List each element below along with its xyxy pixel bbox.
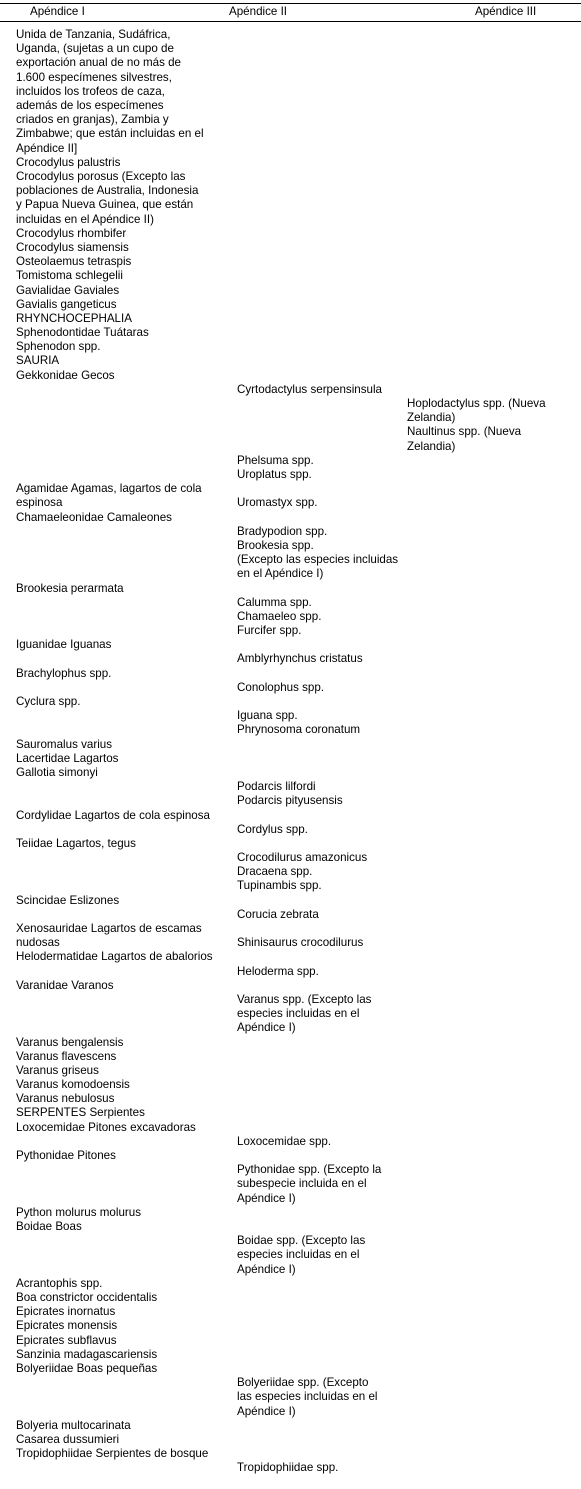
header-rule	[0, 21, 581, 22]
entry-line: Gavialidae Gaviales	[16, 283, 120, 297]
appendix-1-entry	[16, 809, 228, 823]
entry-line: Cyrtodactylus serpensinsula	[237, 382, 382, 396]
appendix-1-entry	[16, 1319, 228, 1333]
table-row	[0, 894, 581, 908]
table-row	[0, 284, 581, 298]
entry-line: exportación anual de no más de	[16, 56, 182, 70]
appendix-2-entry	[237, 794, 415, 808]
appendix-2-entry	[237, 823, 415, 837]
table-row	[0, 312, 581, 326]
appendix-1-entry	[16, 326, 228, 340]
entry-line: además de los especímenes	[16, 99, 164, 113]
entry-line: Conolophus spp.	[237, 680, 325, 694]
table-row	[0, 652, 581, 666]
entry-line: Teiidae Lagartos, tegus	[16, 836, 136, 850]
appendix-1-entry	[16, 979, 228, 993]
table-row	[0, 582, 581, 596]
appendix-1-entry	[16, 511, 228, 525]
appendix-2-entry	[237, 496, 415, 510]
entry-line: Brookesia spp.	[237, 538, 314, 552]
appendix-1-entry	[16, 298, 228, 312]
appendix-1-entry	[16, 1433, 228, 1447]
table-row	[0, 1050, 581, 1064]
entry-line: Boa constrictor occidentalis	[16, 1290, 158, 1304]
table-row	[0, 950, 581, 964]
entry-line: Varanus flavescens	[16, 1049, 117, 1063]
entry-line: Gavialis gangeticus	[16, 297, 117, 311]
header-appendix-iii: Apéndice III	[475, 5, 537, 18]
entry-line: Loxocemidae spp.	[237, 1134, 332, 1148]
table-row	[0, 496, 581, 510]
appendix-1-entry	[16, 1149, 228, 1163]
table-row	[0, 383, 581, 397]
table-row	[0, 780, 581, 794]
entry-line: en el Apéndice I)	[237, 567, 324, 581]
appendix-3-entry	[407, 397, 572, 425]
appendix-1-entry	[16, 894, 228, 908]
table-row	[0, 1277, 581, 1291]
table-row	[0, 1234, 581, 1277]
entry-line: Unida de Tanzania, Sudáfrica,	[16, 28, 171, 41]
entry-line: Lacertidae Lagartos	[16, 751, 119, 765]
appendix-1-entry	[16, 837, 228, 851]
entry-line: 1.600 especímenes silvestres,	[16, 70, 172, 84]
entry-line: Zimbabwe; que están incluidas en el	[16, 127, 204, 141]
table-row	[0, 851, 581, 865]
appendix-1-entry	[16, 1036, 228, 1050]
table-row	[0, 610, 581, 624]
table-row	[0, 908, 581, 922]
appendix-1-entry	[16, 1106, 228, 1120]
appendix-2-entry	[237, 936, 415, 950]
entry-line: Boidae Boas	[16, 1220, 82, 1234]
appendix-1-entry	[16, 284, 228, 298]
entry-line: Acrantophis spp.	[16, 1276, 103, 1290]
entry-line: Shinisaurus crocodilurus	[237, 936, 364, 950]
table-row	[0, 865, 581, 879]
table-row	[0, 1319, 581, 1333]
table-row	[0, 1348, 581, 1362]
entry-line: Apéndice II]	[16, 141, 78, 155]
entry-line: incluidas en el Apéndice II)	[16, 212, 154, 226]
table-row	[0, 255, 581, 269]
appendix-1-entry	[16, 950, 228, 964]
entry-line: Bolyeriidae Boas pequeñas	[16, 1361, 158, 1375]
entry-line: especies incluidas en el	[237, 1248, 360, 1262]
appendix-1-entry	[16, 1277, 228, 1291]
table-row	[0, 553, 581, 581]
table-row	[0, 227, 581, 241]
appendix-1-entry	[16, 1291, 228, 1305]
table-row	[0, 809, 581, 823]
entry-line: Agamidae Agamas, lagartos de cola espinosa	[16, 482, 202, 510]
table-row	[0, 794, 581, 808]
table-row	[0, 28, 581, 156]
entry-line: Chamaeleo spp.	[237, 609, 322, 623]
table-row	[0, 326, 581, 340]
entry-line: Podarcis pityusensis	[237, 794, 343, 808]
entry-line: SAURIA	[16, 354, 60, 368]
appendix-2-entry	[237, 1461, 415, 1475]
entry-line: Osteolaemus tetraspis	[16, 255, 132, 269]
appendix-2-entry	[237, 851, 415, 865]
entry-line: Apéndice I)	[237, 1021, 296, 1035]
entry-line: Heloderma spp.	[237, 964, 319, 978]
appendix-2-entry	[237, 1135, 415, 1149]
entry-line: Uromastyx spp.	[237, 496, 318, 510]
appendix-1-entry	[16, 241, 228, 255]
appendix-2-entry	[237, 1376, 415, 1419]
appendix-1-entry	[16, 667, 228, 681]
entry-line: Casarea dussumieri	[16, 1432, 120, 1446]
appendix-1-entry	[16, 1206, 228, 1220]
entry-line: Varanus nebulosus	[16, 1092, 115, 1106]
table-row	[0, 936, 581, 950]
entry-line: Tropidophiidae spp.	[237, 1461, 339, 1475]
table-row	[0, 879, 581, 893]
table-row	[0, 1206, 581, 1220]
entry-line: Pythonidae Pitones	[16, 1149, 116, 1163]
entry-line: Helodermatidae Lagartos de abalorios	[16, 950, 213, 964]
entry-line: Varanus griseus	[16, 1063, 99, 1077]
table-row	[0, 624, 581, 638]
entry-line: SERPENTES Serpientes	[16, 1106, 145, 1120]
entry-line: subespecie incluida en el	[237, 1177, 367, 1191]
table-row	[0, 979, 581, 993]
appendix-1-entry	[16, 1064, 228, 1078]
entry-line: (Excepto las especies incluidas	[237, 553, 399, 567]
entry-line: Iguanidae Iguanas	[16, 638, 112, 652]
species-table-body	[0, 28, 581, 1475]
entry-line: Dracaena spp.	[237, 865, 313, 879]
table-row	[0, 454, 581, 468]
appendix-1-entry	[16, 312, 228, 326]
table-row	[0, 1362, 581, 1376]
appendix-2-entry	[237, 1163, 415, 1206]
table-row	[0, 511, 581, 525]
appendix-1-entry	[16, 156, 228, 170]
entry-line: Bradypodion spp.	[237, 524, 328, 538]
appendix-2-entry	[237, 468, 415, 482]
entry-line: poblaciones de Australia, Indonesia	[16, 184, 199, 198]
entry-line: Crocodylus rhombifer	[16, 226, 127, 240]
appendix-2-entry	[237, 780, 415, 794]
appendix-2-entry	[237, 610, 415, 624]
appendix-1-entry	[16, 1078, 228, 1092]
entry-line: Scincidae Eslizones	[16, 893, 120, 907]
entry-line: Python molurus molurus	[16, 1205, 142, 1219]
appendix-1-entry	[16, 1348, 228, 1362]
table-row	[0, 823, 581, 837]
entry-line: Amblyrhynchus cristatus	[237, 652, 363, 666]
entry-line: Tomistoma schlegelii	[16, 269, 123, 283]
appendix-2-entry	[237, 553, 415, 581]
appendix-2-entry	[237, 993, 415, 1036]
table-row	[0, 1376, 581, 1419]
appendix-2-entry	[237, 454, 415, 468]
appendix-1-entry	[16, 1121, 228, 1135]
appendix-1-entry	[16, 1362, 228, 1376]
entry-line: Bolyeriidae spp. (Excepto	[237, 1376, 369, 1390]
entry-line: Crocodylus porosus (Excepto las	[16, 169, 186, 183]
appendix-1-entry	[16, 255, 228, 269]
entry-line: Xenosauridae Lagartos de escamas nudosas	[16, 922, 202, 950]
table-row	[0, 1433, 581, 1447]
table-row	[0, 1447, 581, 1461]
entry-line: Zelandia)	[407, 411, 456, 425]
entry-line: Sauromalus varius	[16, 737, 113, 751]
table-row	[0, 738, 581, 752]
table-row	[0, 965, 581, 979]
table-row	[0, 397, 581, 425]
entry-line: Loxocemidae Pitones excavadoras	[16, 1120, 196, 1134]
table-row	[0, 709, 581, 723]
table-row	[0, 298, 581, 312]
entry-line: RHYNCHOCEPHALIA	[16, 311, 132, 325]
entry-line: Uganda, (sujetas a un cupo de	[16, 42, 174, 56]
appendix-2-entry	[237, 652, 415, 666]
table-row	[0, 539, 581, 553]
table-row	[0, 425, 581, 453]
appendix-1-entry	[16, 738, 228, 752]
appendix-2-entry	[237, 865, 415, 879]
entry-line: Phrynosoma coronatum	[237, 723, 361, 737]
entry-line: Gallotia simonyi	[16, 765, 98, 779]
header-appendix-i: Apéndice I	[30, 5, 85, 18]
entry-line: Apéndice I)	[237, 1191, 296, 1205]
entry-line: Gekkonidae Gecos	[16, 368, 115, 382]
appendix-2-entry	[237, 539, 415, 553]
appendix-1-entry	[16, 170, 228, 227]
entry-line: Varanus bengalensis	[16, 1035, 124, 1049]
appendix-1-entry	[16, 340, 228, 354]
table-row	[0, 1163, 581, 1206]
entry-line: Phelsuma spp.	[237, 453, 314, 467]
appendix-1-entry	[16, 1305, 228, 1319]
table-row	[0, 1220, 581, 1234]
entry-line: Corucia zebrata	[237, 907, 319, 921]
entry-line: Chamaeleonidae Camaleones	[16, 510, 172, 524]
table-row	[0, 752, 581, 766]
entry-line: Sphenodontidae Tuátaras	[16, 326, 149, 340]
appendix-2-entry	[237, 879, 415, 893]
appendix-1-entry	[16, 1092, 228, 1106]
entry-line: incluidos los trofeos de caza,	[16, 84, 165, 98]
appendix-1-entry	[16, 638, 228, 652]
appendix-1-entry	[16, 695, 228, 709]
table-row	[0, 170, 581, 227]
table-row	[0, 369, 581, 383]
entry-line: Pythonidae spp. (Excepto la	[237, 1163, 382, 1177]
entry-line: Cyclura spp.	[16, 695, 81, 709]
entry-line: Epicrates inornatus	[16, 1305, 116, 1319]
table-row	[0, 723, 581, 737]
entry-line: Crocodylus palustris	[16, 155, 121, 169]
table-row	[0, 667, 581, 681]
appendix-2-entry	[237, 596, 415, 610]
entry-line: Cordylidae Lagartos de cola espinosa	[16, 808, 210, 822]
entry-line: las especies incluidas en el	[237, 1390, 378, 1404]
appendix-1-entry	[16, 369, 228, 383]
entry-line: Apéndice I)	[237, 1404, 296, 1418]
entry-line: Apéndice I)	[237, 1262, 296, 1276]
appendix-2-entry	[237, 525, 415, 539]
table-row	[0, 1461, 581, 1475]
appendix-1-entry	[16, 752, 228, 766]
appendix-1-entry	[16, 1419, 228, 1433]
entry-line: Brachylophus spp.	[16, 666, 112, 680]
table-row	[0, 1305, 581, 1319]
table-row	[0, 1419, 581, 1433]
entry-line: Iguana spp.	[237, 709, 298, 723]
entry-line: Zelandia)	[407, 439, 456, 453]
table-row	[0, 269, 581, 283]
entry-line: Varanus spp. (Excepto las	[237, 992, 372, 1006]
appendix-2-entry	[237, 624, 415, 638]
table-row	[0, 1121, 581, 1135]
table-row	[0, 596, 581, 610]
table-row	[0, 1092, 581, 1106]
appendix-3-entry	[407, 425, 572, 453]
table-row	[0, 837, 581, 851]
entry-line: criados en granjas), Zambia y	[16, 113, 169, 127]
table-row	[0, 766, 581, 780]
table-row	[0, 340, 581, 354]
table-row	[0, 1064, 581, 1078]
entry-line: Uroplatus spp.	[237, 468, 312, 481]
entry-line: Tupinambis spp.	[237, 879, 322, 893]
table-row	[0, 681, 581, 695]
appendix-1-entry	[16, 1447, 228, 1461]
appendix-1-entry	[16, 227, 228, 241]
table-row	[0, 1334, 581, 1348]
entry-line: Varanidae Varanos	[16, 978, 114, 992]
entry-line: Bolyeria multocarinata	[16, 1418, 131, 1432]
appendix-2-entry	[237, 965, 415, 979]
entry-line: Crocodylus siamensis	[16, 240, 129, 254]
header-appendix-ii: Apéndice II	[229, 5, 288, 18]
appendix-1-entry	[16, 766, 228, 780]
table-row	[0, 1291, 581, 1305]
appendix-1-entry	[16, 1334, 228, 1348]
entry-line: Naultinus spp. (Nueva	[407, 425, 522, 439]
entry-line: y Papua Nueva Guinea, que están	[16, 198, 194, 212]
appendix-1-entry	[16, 1220, 228, 1234]
appendix-2-entry	[237, 383, 415, 397]
appendix-1-entry	[16, 269, 228, 283]
entry-line: Epicrates monensis	[16, 1319, 118, 1333]
appendix-1-entry	[16, 354, 228, 368]
entry-line: Podarcis lilfordi	[237, 780, 316, 794]
appendix-1-entry	[16, 1050, 228, 1064]
appendix-2-entry	[237, 709, 415, 723]
table-row	[0, 695, 581, 709]
table-row	[0, 993, 581, 1036]
appendix-2-entry	[237, 723, 415, 737]
entry-line: Brookesia perarmata	[16, 581, 124, 595]
table-row	[0, 1036, 581, 1050]
entry-line: Sphenodon spp.	[16, 340, 101, 354]
entry-line: Hoplodactylus spp. (Nueva	[407, 397, 546, 411]
table-row	[0, 525, 581, 539]
entry-line: Sanzinia madagascariensis	[16, 1347, 158, 1361]
table-row	[0, 241, 581, 255]
table-row	[0, 354, 581, 368]
appendix-2-entry	[237, 908, 415, 922]
entry-line: Crocodilurus amazonicus	[237, 851, 368, 865]
entry-line: Epicrates subflavus	[16, 1333, 117, 1347]
appendix-2-entry	[237, 681, 415, 695]
entry-line: Varanus komodoensis	[16, 1078, 130, 1092]
entry-line: especies incluidas en el	[237, 1007, 360, 1021]
table-row	[0, 1078, 581, 1092]
appendix-2-entry	[237, 1234, 415, 1277]
table-row	[0, 468, 581, 482]
entry-line: Boidae spp. (Excepto las	[237, 1234, 366, 1248]
table-row	[0, 156, 581, 170]
appendix-1-entry	[16, 582, 228, 596]
entry-line: Calumma spp.	[237, 595, 312, 609]
entry-line: Furcifer spp.	[237, 624, 302, 638]
table-row	[0, 638, 581, 652]
table-row	[0, 1106, 581, 1120]
entry-line: Cordylus spp.	[237, 822, 308, 836]
entry-line: Tropidophiidae Serpientes de bosque	[16, 1447, 209, 1461]
appendix-1-entry	[16, 28, 228, 156]
table-row	[0, 1149, 581, 1163]
table-row	[0, 1135, 581, 1149]
